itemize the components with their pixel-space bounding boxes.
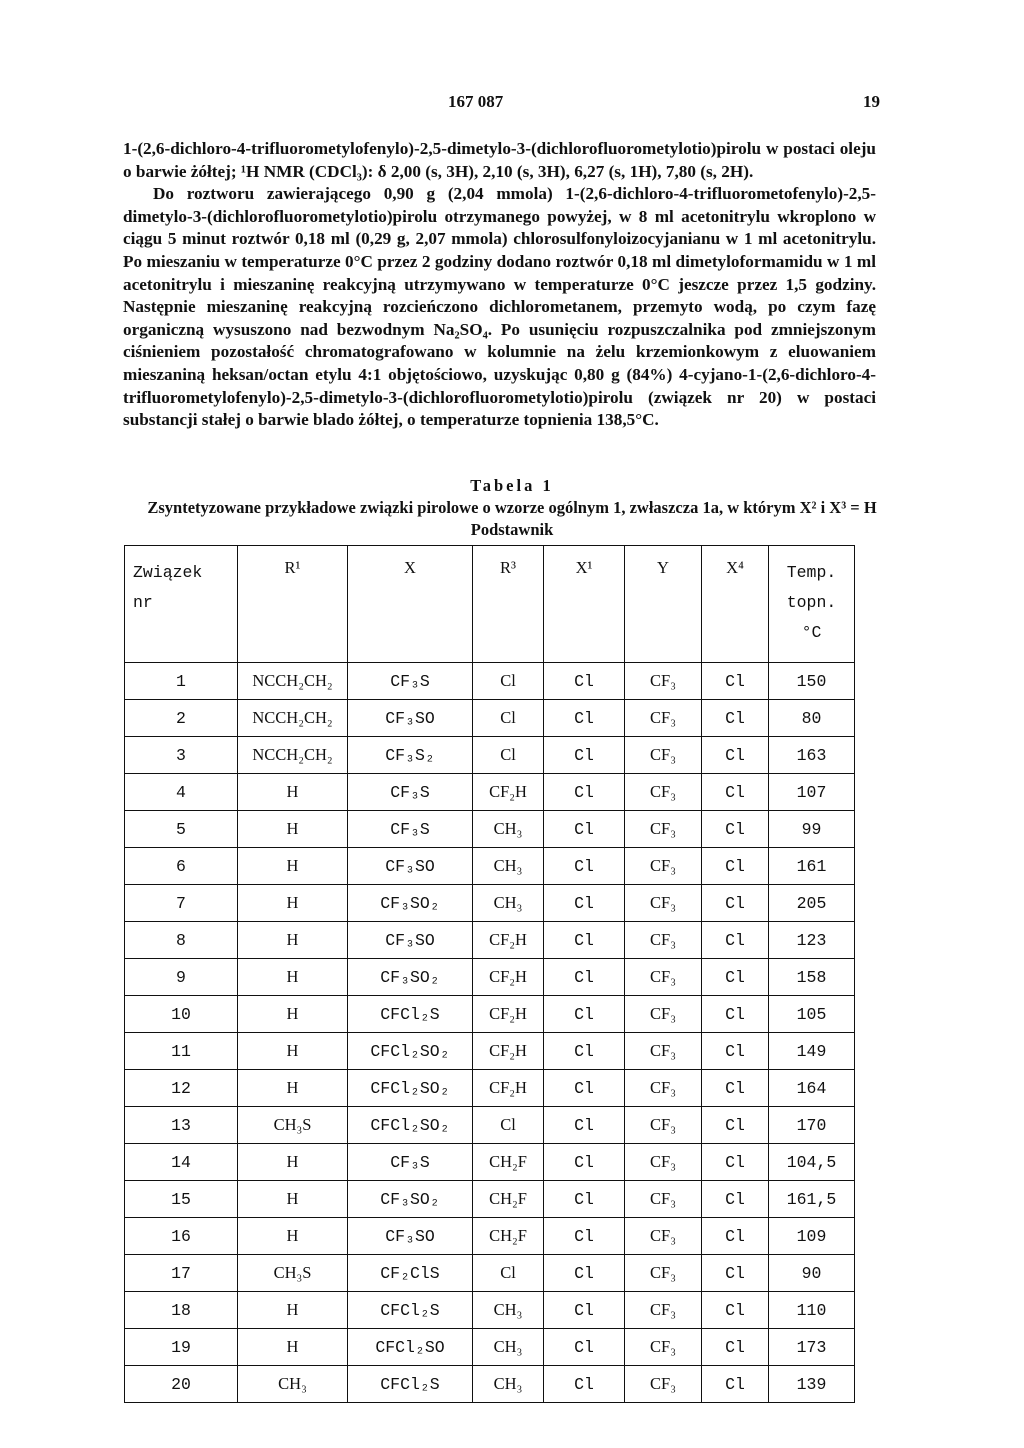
r1-cell: H	[238, 1218, 348, 1255]
temp-cell: 149	[769, 1033, 855, 1070]
temp-cell: 161	[769, 848, 855, 885]
compound-number: 17	[125, 1255, 238, 1292]
compound-number: 9	[125, 959, 238, 996]
r1-cell: NCCH₂CH₂	[238, 700, 348, 737]
table-row	[125, 737, 855, 774]
temp-cell: 123	[769, 922, 855, 959]
x-cell: CFCl₂S	[348, 1292, 473, 1329]
compound-number: 10	[125, 996, 238, 1033]
y-cell: CF₃	[625, 996, 702, 1033]
r1-cell: H	[238, 1292, 348, 1329]
y-cell: CF₃	[625, 737, 702, 774]
temp-cell: 107	[769, 774, 855, 811]
r1-cell: H	[238, 1144, 348, 1181]
x4-cell: Cl	[702, 996, 769, 1033]
paragraph-2: Do roztworu zawierającego 0,90 g (2,04 mmola) 1-(2,6-dichloro-4-trifluorometofenylo)-2,5-dimetylo-3-(dichlorofluorometylotio)pirolu otrzymanego powyżej, w 8 ml acetonitrylu wkroplono w ciągu 5 minut roztwór 0,18 ml (0,29 g, 2,07 mmola) chlorosulfonyloizocyjanianu w 1 ml acetonitrylu. Po mieszaniu w temperaturze 0°C przez 2 godziny dodano roztwór 0,18 ml dimetyloformamidu w 1 ml acetonitrylu i mieszaninę reakcyjną utrzymywano w temperaturze 0°C jeszcze przez 1,5 godziny. Następnie mieszaninę reakcyjną rozcieńczono dichlorometanem, przemyto wodą, po czym fazę organiczną wysuszono nad bezwodnym Na₂SO₄. Po usunięciu rozpuszczalnika pod zmniejszonym ciśnieniem pozostałość chromatografowano w kolumnie na żelu krzemionkowym z eluowaniem mieszaniną heksan/octan etylu 4:1 objętościowo, uzyskując 0,80 g (84%) 4-cyjano-1-(2,6-dichloro-4-trifluorometylofenylo)-2,5-dimetylo-3-(dichlorofluorometylotio)pirolu (związek nr 20) w postaci substancji stałej o barwie blado żółtej, o temperaturze topnienia 138,5°C.	[123, 184, 876, 430]
r1-cell: H	[238, 1329, 348, 1366]
compound-number: 15	[125, 1181, 238, 1218]
x-cell: CF₃SO₂	[348, 1181, 473, 1218]
y-cell: CF₃	[625, 1033, 702, 1070]
compound-number: 7	[125, 885, 238, 922]
temp-cell: 158	[769, 959, 855, 996]
x1-cell: Cl	[544, 1144, 625, 1181]
temp-cell: 104,5	[769, 1144, 855, 1181]
body-text	[123, 138, 876, 432]
x4-cell: Cl	[702, 737, 769, 774]
temp-cell: 80	[769, 700, 855, 737]
r1-cell: H	[238, 1181, 348, 1218]
x-cell: CFCl₂SO	[348, 1329, 473, 1366]
x-cell: CF₃SO₂	[348, 959, 473, 996]
x-cell: CF₃S	[348, 811, 473, 848]
x4-cell: Cl	[702, 1366, 769, 1403]
x-cell: CFCl₂S	[348, 1366, 473, 1403]
table-row	[125, 996, 855, 1033]
header-r1: R¹	[238, 546, 348, 663]
y-cell: CF₃	[625, 1255, 702, 1292]
table-row	[125, 1107, 855, 1144]
compound-number: 4	[125, 774, 238, 811]
compound-number: 18	[125, 1292, 238, 1329]
x4-cell: Cl	[702, 700, 769, 737]
y-cell: CF₃	[625, 1329, 702, 1366]
header-temp: Temp. topn. °C	[769, 546, 855, 663]
y-cell: CF₃	[625, 1107, 702, 1144]
r3-cell: CF₂H	[473, 1033, 544, 1070]
r3-cell: CH₃	[473, 1329, 544, 1366]
y-cell: CF₃	[625, 1070, 702, 1107]
r1-cell: H	[238, 996, 348, 1033]
header-y: Y	[625, 546, 702, 663]
x-cell: CFCl₂SO₂	[348, 1033, 473, 1070]
x1-cell: Cl	[544, 885, 625, 922]
x1-cell: Cl	[544, 663, 625, 700]
r3-cell: Cl	[473, 700, 544, 737]
r3-cell: CH₂F	[473, 1181, 544, 1218]
header-r3: R³	[473, 546, 544, 663]
r3-cell: CH₃	[473, 1292, 544, 1329]
compound-number: 19	[125, 1329, 238, 1366]
temp-cell: 99	[769, 811, 855, 848]
y-cell: CF₃	[625, 1218, 702, 1255]
x1-cell: Cl	[544, 1366, 625, 1403]
header-x: X	[348, 546, 473, 663]
y-cell: CF₃	[625, 1144, 702, 1181]
compound-number: 5	[125, 811, 238, 848]
compound-number: 16	[125, 1218, 238, 1255]
temp-cell: 173	[769, 1329, 855, 1366]
r3-cell: CF₂H	[473, 1070, 544, 1107]
table-row	[125, 663, 855, 700]
x-cell: CF₃S₂	[348, 737, 473, 774]
x1-cell: Cl	[544, 811, 625, 848]
x-cell: CFCl₂SO₂	[348, 1107, 473, 1144]
table-row	[125, 1366, 855, 1403]
x4-cell: Cl	[702, 848, 769, 885]
r1-cell: NCCH₂CH₂	[238, 663, 348, 700]
x1-cell: Cl	[544, 774, 625, 811]
temp-cell: 163	[769, 737, 855, 774]
temp-cell: 109	[769, 1218, 855, 1255]
table-row	[125, 848, 855, 885]
r1-cell: H	[238, 885, 348, 922]
x4-cell: Cl	[702, 922, 769, 959]
x4-cell: Cl	[702, 1107, 769, 1144]
table-row	[125, 811, 855, 848]
r1-cell: H	[238, 959, 348, 996]
x1-cell: Cl	[544, 922, 625, 959]
temp-cell: 90	[769, 1255, 855, 1292]
x4-cell: Cl	[702, 774, 769, 811]
x1-cell: Cl	[544, 1033, 625, 1070]
temp-cell: 161,5	[769, 1181, 855, 1218]
y-cell: CF₃	[625, 811, 702, 848]
temp-cell: 164	[769, 1070, 855, 1107]
compound-number: 2	[125, 700, 238, 737]
r1-cell: CH₃	[238, 1366, 348, 1403]
x-cell: CF₃S	[348, 774, 473, 811]
compound-number: 11	[125, 1033, 238, 1070]
x-cell: CF₃SO	[348, 848, 473, 885]
table-caption: Zsyntetyzowane przykładowe związki pirolowe o wzorze ogólnym 1, zwłaszcza 1a, w którym X² i X³ = H	[147, 498, 877, 517]
x1-cell: Cl	[544, 1218, 625, 1255]
table-row	[125, 1181, 855, 1218]
table-row	[125, 885, 855, 922]
compound-number: 8	[125, 922, 238, 959]
r1-cell: CH₃S	[238, 1255, 348, 1292]
x4-cell: Cl	[702, 959, 769, 996]
x4-cell: Cl	[702, 1255, 769, 1292]
table-row	[125, 1255, 855, 1292]
y-cell: CF₃	[625, 885, 702, 922]
x4-cell: Cl	[702, 1181, 769, 1218]
r3-cell: Cl	[473, 663, 544, 700]
table-caption-block	[0, 475, 1024, 541]
y-cell: CF₃	[625, 663, 702, 700]
x1-cell: Cl	[544, 959, 625, 996]
compound-number: 6	[125, 848, 238, 885]
x4-cell: Cl	[702, 663, 769, 700]
x4-cell: Cl	[702, 811, 769, 848]
r3-cell: CH₃	[473, 811, 544, 848]
x1-cell: Cl	[544, 1255, 625, 1292]
table-header-row	[125, 546, 855, 663]
temp-cell: 139	[769, 1366, 855, 1403]
r1-cell: H	[238, 848, 348, 885]
y-cell: CF₃	[625, 848, 702, 885]
table-row	[125, 922, 855, 959]
r3-cell: CH₃	[473, 885, 544, 922]
compound-number: 1	[125, 663, 238, 700]
table-row	[125, 1144, 855, 1181]
x1-cell: Cl	[544, 1070, 625, 1107]
header-x1: X¹	[544, 546, 625, 663]
y-cell: CF₃	[625, 1292, 702, 1329]
x4-cell: Cl	[702, 1218, 769, 1255]
r3-cell: CH₂F	[473, 1144, 544, 1181]
compound-number: 3	[125, 737, 238, 774]
y-cell: CF₃	[625, 1181, 702, 1218]
compound-number: 13	[125, 1107, 238, 1144]
y-cell: CF₃	[625, 922, 702, 959]
x-cell: CFCl₂SO₂	[348, 1070, 473, 1107]
x-cell: CF₃SO₂	[348, 885, 473, 922]
x4-cell: Cl	[702, 1144, 769, 1181]
temp-cell: 105	[769, 996, 855, 1033]
x1-cell: Cl	[544, 1107, 625, 1144]
x1-cell: Cl	[544, 737, 625, 774]
r1-cell: NCCH₂CH₂	[238, 737, 348, 774]
x-cell: CF₃SO	[348, 1218, 473, 1255]
r3-cell: CF₂H	[473, 774, 544, 811]
r3-cell: CH₃	[473, 1366, 544, 1403]
paragraph-1: 1-(2,6-dichloro-4-trifluorometylofenylo)-2,5-dimetylo-3-(dichlorofluorometylotio)pirolu w postaci oleju o barwie żółtej; ¹H NMR (CDCl₃): δ 2,00 (s, 3H), 2,10 (s, 3H), 6,27 (s, 1H), 7,80 (s, 2H).	[123, 139, 876, 181]
r3-cell: CH₃	[473, 848, 544, 885]
x4-cell: Cl	[702, 1033, 769, 1070]
r3-cell: CF₂H	[473, 922, 544, 959]
x1-cell: Cl	[544, 1292, 625, 1329]
compound-number: 12	[125, 1070, 238, 1107]
temp-cell: 150	[769, 663, 855, 700]
page-number: 19	[863, 92, 880, 111]
r3-cell: Cl	[473, 737, 544, 774]
x1-cell: Cl	[544, 1329, 625, 1366]
table-row	[125, 1070, 855, 1107]
page-header	[0, 92, 1024, 116]
y-cell: CF₃	[625, 1366, 702, 1403]
compound-number: 14	[125, 1144, 238, 1181]
table-row	[125, 1033, 855, 1070]
r3-cell: CF₂H	[473, 996, 544, 1033]
table-title: Tabela 1	[470, 476, 554, 495]
y-cell: CF₃	[625, 774, 702, 811]
header-compound: Związek nr	[125, 546, 238, 663]
r1-cell: H	[238, 1070, 348, 1107]
x-cell: CF₃SO	[348, 922, 473, 959]
r3-cell: CH₂F	[473, 1218, 544, 1255]
x4-cell: Cl	[702, 1329, 769, 1366]
x1-cell: Cl	[544, 700, 625, 737]
temp-cell: 110	[769, 1292, 855, 1329]
table-row	[125, 959, 855, 996]
r1-cell: CH₃S	[238, 1107, 348, 1144]
r1-cell: H	[238, 1033, 348, 1070]
compound-number: 20	[125, 1366, 238, 1403]
x1-cell: Cl	[544, 1181, 625, 1218]
r3-cell: Cl	[473, 1107, 544, 1144]
x1-cell: Cl	[544, 996, 625, 1033]
table-row	[125, 1218, 855, 1255]
x4-cell: Cl	[702, 1070, 769, 1107]
y-cell: CF₃	[625, 959, 702, 996]
table-row	[125, 774, 855, 811]
x-cell: CF₂ClS	[348, 1255, 473, 1292]
r3-cell: CF₂H	[473, 959, 544, 996]
y-cell: CF₃	[625, 700, 702, 737]
x-cell: CF₃SO	[348, 700, 473, 737]
table-row	[125, 1329, 855, 1366]
temp-cell: 170	[769, 1107, 855, 1144]
table-group-header: Podstawnik	[470, 520, 554, 539]
r1-cell: H	[238, 774, 348, 811]
r1-cell: H	[238, 811, 348, 848]
r3-cell: Cl	[473, 1255, 544, 1292]
table-row	[125, 1292, 855, 1329]
x-cell: CF₃S	[348, 1144, 473, 1181]
x-cell: CFCl₂S	[348, 996, 473, 1033]
temp-cell: 205	[769, 885, 855, 922]
table-row	[125, 700, 855, 737]
x-cell: CF₃S	[348, 663, 473, 700]
x4-cell: Cl	[702, 1292, 769, 1329]
x1-cell: Cl	[544, 848, 625, 885]
x4-cell: Cl	[702, 885, 769, 922]
header-x4: X⁴	[702, 546, 769, 663]
patent-number: 167 087	[448, 92, 504, 111]
compounds-table	[124, 545, 855, 1403]
r1-cell: H	[238, 922, 348, 959]
